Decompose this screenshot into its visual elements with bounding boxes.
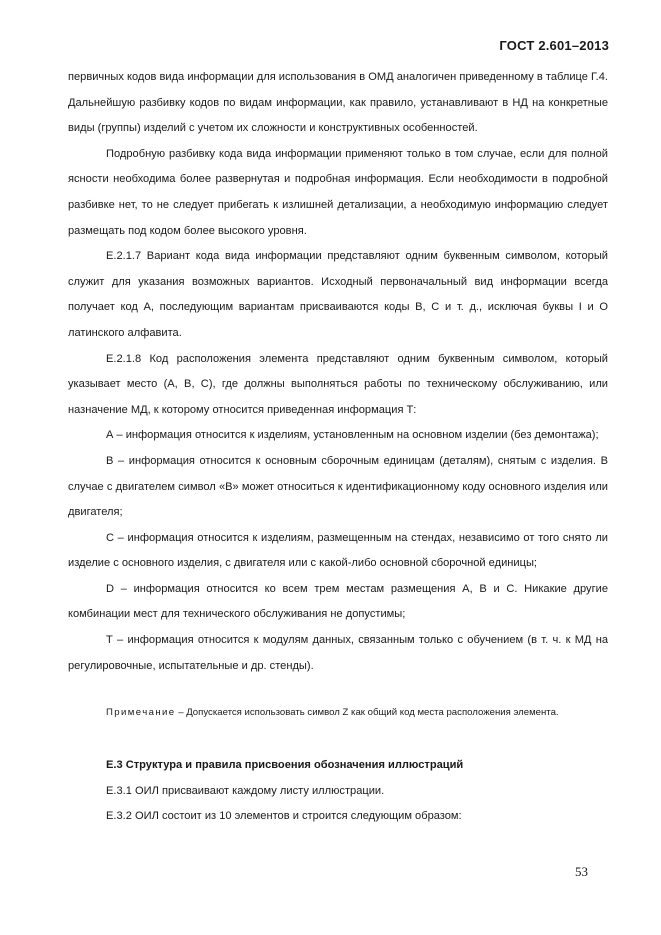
note-label: Примечание (106, 707, 176, 719)
document-body (68, 65, 608, 830)
paragraph-detail-breakdown: Подробную разбивку кода вида информации применяют только в том случае, если для полной ясности необходима более развернутая и подробная информация. Если необходимости в подробной разбивке нет, то не следует прибегать к излишней детализации, а необходимую информацию следует размещать под кодом более высокого уровня. (68, 147, 608, 237)
paragraph-e-2-1-8: Е.2.1.8 Код расположения элемента представляют одним буквенным символом, который указывает место (А, В, С), где должны выполняться работы по техническому обслуживанию, или назначение МД, к которому относится приведенная информация Т: (68, 352, 608, 416)
page-number: 53 (575, 864, 588, 879)
list-item-location-d: D – информация относится ко всем трем местам размещения А, В и С. Никакие другие комбинации мест для технического обслуживания не допустимы; (68, 582, 608, 621)
list-item-location-c: С – информация относится к изделиям, размещенным на стендах, независимо от того снято ли изделие с основного изделия, с двигателя или с какой-либо основной сборочной единицы; (68, 531, 608, 570)
list-item-location-a: А – информация относится к изделиям, установленным на основном изделии (без демонтажа); (106, 429, 599, 442)
list-item-location-b: В – информация относится к основным сборочным единицам (деталям), снятым с изделия. В случае с двигателем символ «В» может относиться к идентификационному коду основного изделия или двигателя; (68, 454, 608, 519)
note (68, 703, 608, 723)
section-title-e-3: Е.3 Структура и правила присвоения обозначения иллюстраций (106, 759, 464, 772)
paragraph-e-3-1: Е.3.1 ОИЛ присваивают каждому листу иллюстрации. (106, 784, 385, 797)
note-text: – Допускается использовать символ Z как общий код места расположения элемента. (175, 707, 559, 719)
paragraph-e-2-1-7: Е.2.1.7 Вариант кода вида информации представляют одним буквенным символом, который служит для указания возможных вариантов. Исходный первоначальный вид информации всегда получает код А, последующим вариантам присваиваются коды В, С и т. д., исключая буквы I и O латинского алфавита. (68, 250, 608, 339)
paragraph-e-3-2: Е.3.2 ОИЛ состоит из 10 элементов и строится следующим образом: (106, 810, 462, 823)
paragraph-continuation: первичных кодов вида информации для использования в ОМД аналогичен приведенному в таблице Г.4. Дальнейшую разбивку кодов по видам информации, как правило, устанавливают в НД на конкретные виды (группы) изделий с учетом их сложности и конструктивных особенностей. (68, 71, 608, 135)
list-item-location-t: Т – информация относится к модулям данных, связанным только с обучением (в т. ч. к МД на регулировочные, испытательные и др. стенды). (68, 634, 608, 672)
document-code: ГОСТ 2.601–2013 (499, 38, 609, 53)
